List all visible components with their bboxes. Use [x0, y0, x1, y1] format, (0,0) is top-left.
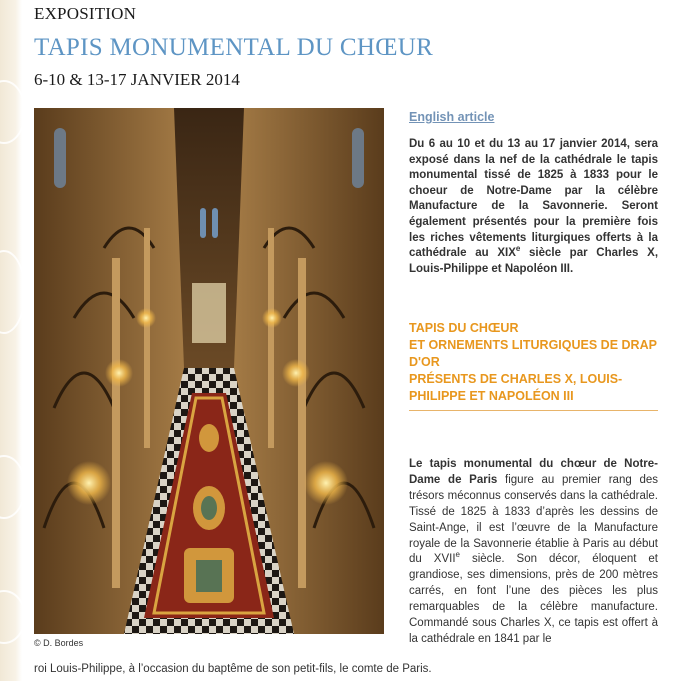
- body-paragraph: [409, 457, 658, 648]
- event-dates: 6-10 & 13-17 JANVIER 2014: [34, 70, 240, 89]
- cathedral-nave-photo: [34, 108, 384, 634]
- section-kicker: EXPOSITION: [34, 4, 137, 23]
- section-heading-line: TAPIS DU CHŒUR: [409, 321, 519, 335]
- ornament-swirl: [0, 250, 26, 334]
- intro-text-end: siècle par Charles X, Louis-Philippe et Napoléon III.: [409, 247, 659, 275]
- section-heading: [409, 320, 658, 411]
- superscript: e: [455, 550, 460, 560]
- ornament-swirl: [0, 455, 26, 519]
- superscript: e: [515, 244, 521, 254]
- body-lead: Le tapis monumental du chœur de Notre-Dame de Paris: [409, 458, 658, 486]
- ornament-swirl: [0, 590, 26, 644]
- page-title: TAPIS MONUMENTAL DU CHŒUR: [34, 34, 434, 61]
- body-last-line: roi Louis-Philippe, à l’occasion du baptême de son petit-fils, le comte de Paris.: [34, 663, 432, 675]
- body-text: figure au premier rang des trésors méconnus conservés dans la cathédrale. Tissé de 1825 à 1833 d’après les dessins de Saint-Ange, il est l’œuvre de la Manufacture royale de la Savonnerie établie à Paris au début du XVII: [409, 473, 658, 566]
- section-heading-line: PRÉSENTS DE CHARLES X, LOUIS-PHILIPPE ET NAPOLÉON III: [409, 372, 623, 403]
- ornament-swirl: [0, 80, 26, 144]
- photo-credit: © D. Bordes: [34, 638, 84, 648]
- english-article-link[interactable]: English article: [409, 110, 495, 124]
- intro-paragraph: [409, 137, 658, 277]
- intro-text: Du 6 au 10 et du 13 au 17 janvier 2014, sera exposé dans la nef de la cathédrale le tapis monumental tissé de 1825 à 1833 pour le choeur de Notre-Dame par la célèbre Manufacture de la Savonnerie. Seront également présentés pour la première fois les riches vêtements liturgiques offerts à la cathédrale au XIX: [409, 138, 658, 260]
- section-heading-line: ET ORNEMENTS LITURGIQUES DE DRAP D'OR: [409, 338, 657, 369]
- body-text-continued: siècle. Son décor, éloquent et grandiose, ses dimensions, près de 200 mètres carrés, en font l’une des pièces les plus remarquables de la célèbre manufacture. Commandé sous Charles X, ce tapis est offert à la cathédrale en 1841 par le: [409, 553, 659, 645]
- decorative-side-band: [0, 0, 22, 681]
